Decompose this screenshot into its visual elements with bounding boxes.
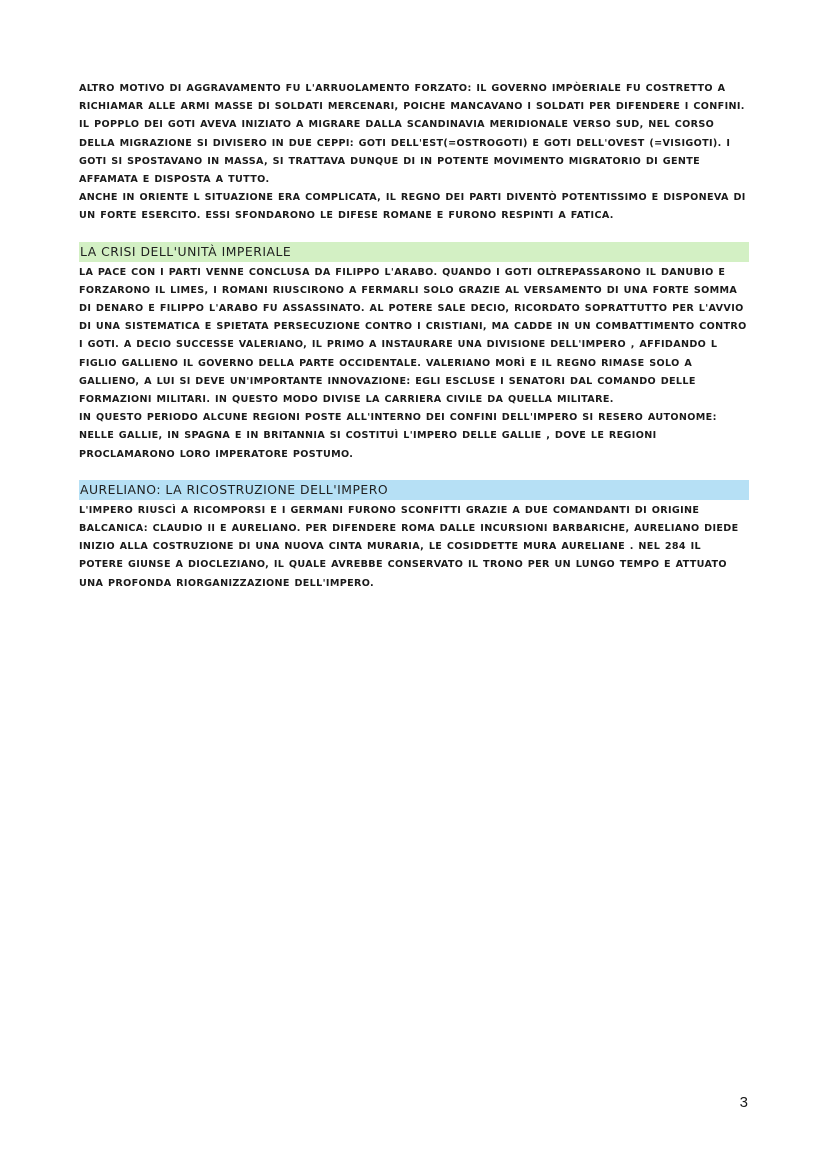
paragraph: L'IMPERO RIUSCÌ A RICOMPORSI E I GERMANI FURONO SCONFITTI GRAZIE A DUE COMANDANTI DI ORIGINE BALCANICA: CLAUDIO II E AURELIANO. PER DIFENDERE ROMA DALLE INCURSIONI BARBARICHE, AURELIANO DIEDE INIZIO ALLA COSTRUZIONE DI UNA NUOVA CINTA MURARIA, LE COSIDDETTE MURA AURELIANE . NEL 284 IL POTERE GIUNSE A DIOCLEZIANO, IL QUALE AVREBBE CONSERVATO IL TRONO PER UN LUNGO TEMPO E ATTUATO UNA PROFONDA RIORGANIZZAZIONE DELL'IMPERO. — [79, 504, 739, 589]
paragraph: ANCHE IN ORIENTE L SITUAZIONE ERA COMPLICATA, IL REGNO DEI PARTI DIVENTÒ POTENTISSIMO E DISPONEVA DI UN FORTE ESERCITO. ESSI SFONDARONO LE DIFESE ROMANE E FURONO RESPINTI A FATICA. — [79, 192, 746, 222]
section-heading: LA CRISI DELL'UNITÀ IMPERIALE — [79, 242, 749, 262]
section-crisi-unita-imperiale — [79, 242, 749, 464]
section-heading: AURELIANO: LA RICOSTRUZIONE DELL'IMPERO — [79, 480, 749, 500]
paragraph: ALTRO MOTIVO DI AGGRAVAMENTO FU L'ARRUOLAMENTO FORZATO: IL GOVERNO IMPÒERIALE FU COSTRETTO A RICHIAMAR ALLE ARMI MASSE DI SOLDATI MERCENARI, POICHE MANCAVANO I SOLDATI PER DIFENDERE I CONFINI. — [79, 83, 745, 113]
paragraph: IN QUESTO PERIODO ALCUNE REGIONI POSTE ALL'INTERNO DEI CONFINI DELL'IMPERO SI RESERO AUTONOME: NELLE GALLIE, IN SPAGNA E IN BRITANNIA SI COSTITUÌ L'IMPERO DELLE GALLIE , DOVE LE REGIONI PROCLAMARONO LORO IMPERATORE POSTUMO. — [79, 412, 717, 460]
intro-block — [79, 80, 749, 226]
paragraph: LA PACE CON I PARTI VENNE CONCLUSA DA FILIPPO L'ARABO. QUANDO I GOTI OLTREPASSARONO IL DANUBIO E FORZARONO IL LIMES, I ROMANI RIUSCIRONO A FERMARLI SOLO GRAZIE AL VERSAMENTO DI UNA FORTE SOMMA DI DENARO E FILIPPO L'ARABO FU ASSASSINATO. AL POTERE SALE DECIO, RICORDATO SOPRATTUTTO PER L'AVVIO DI UNA SISTEMATICA E SPIETATA PERSECUZIONE CONTRO I CRISTIANI, MA CADDE IN UN COMBATTIMENTO CONTRO I GOTI. A DECIO SUCCESSE VALERIANO, IL PRIMO A INSTAURARE UNA DIVISIONE DELL'IMPERO , AFFIDANDO L FIGLIO GALLIENO IL GOVERNO DELLA PARTE OCCIDENTALE. VALERIANO MORÌ E IL REGNO RIMASE SOLO A GALLIENO, A LUI SI DEVE UN'IMPORTANTE INNOVAZIONE: EGLI ESCLUSE I SENATORI DAL COMANDO DELLE FORMAZIONI MILITARI. IN QUESTO MODO DIVISE LA CARRIERA CIVILE DA QUELLA MILITARE. — [79, 266, 747, 406]
document-page — [79, 80, 749, 593]
page-number: 3 — [739, 1094, 748, 1111]
paragraph: IL POPPLO DEI GOTI AVEVA INIZIATO A MIGRARE DALLA SCANDINAVIA MERIDIONALE VERSO SUD, NEL CORSO DELLA MIGRAZIONE SI DIVISERO IN DUE CEPPI: GOTI DELL'EST(=OSTROGOTI) E GOTI DELL'OVEST (=VISIGOTI). I GOTI SI SPOSTAVANO IN MASSA, SI TRATTAVA DUNQUE DI IN POTENTE MOVIMENTO MIGRATORIO DI GENTE AFFAMATA E DISPOSTA A TUTTO. — [79, 119, 731, 186]
section-aureliano — [79, 480, 749, 593]
